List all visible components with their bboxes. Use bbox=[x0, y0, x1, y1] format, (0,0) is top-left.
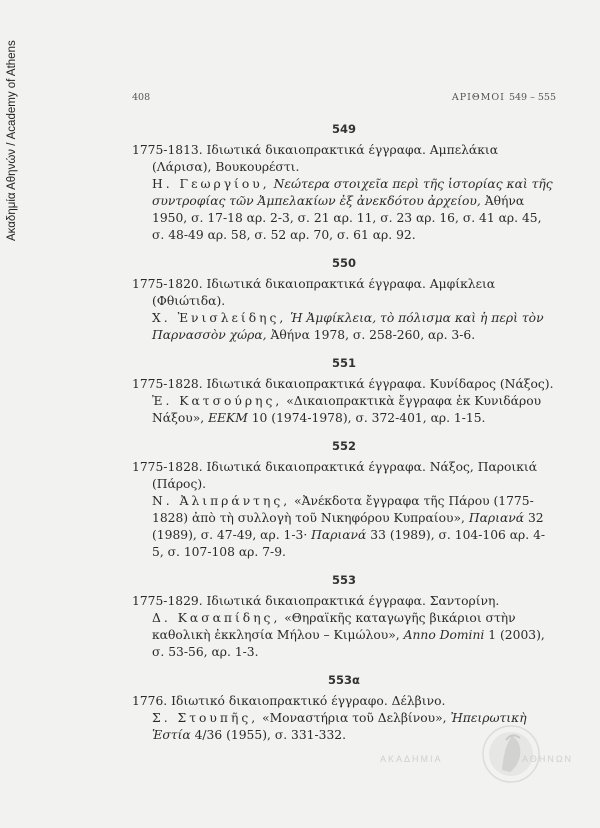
watermark-right-text: ΑΘΗΝΩΝ bbox=[522, 754, 574, 764]
author: Ἐ. Κατσούρης, bbox=[152, 394, 283, 408]
citation-details-2: 33 (1989), σ. 104-106 αρ. 4-5, σ. 107-108 αρ. 7-9. bbox=[152, 528, 546, 559]
citation-details: 1 (2003), σ. 53-56, αρ. 1-3. bbox=[152, 628, 545, 659]
author: Δ. Κασαπίδης, bbox=[152, 611, 281, 625]
author: Ν. Ἀλιπράντης, bbox=[152, 494, 291, 508]
work-title: Ἡ Ἀμφίκλεια, τὸ πόλισμα καὶ ἡ περὶ τὸν Παρνασσὸν χώρα, bbox=[152, 311, 544, 342]
article-title: «Ἀνέκδοτα ἔγγραφα τῆς Πάρου (1775-1828) ἀπὸ τὴ συλλογὴ τοῦ Νικηφόρου Κυπραίου», bbox=[152, 494, 534, 525]
entry-549 bbox=[132, 122, 556, 244]
journal-title: ΕΕΚΜ bbox=[208, 411, 248, 425]
citation-details: 32 (1989), σ. 47-49, αρ. 1-3· bbox=[152, 511, 544, 542]
article-title: «Μοναστήρια τοῦ Δελβίνου», bbox=[262, 711, 447, 725]
number-range: 549 – 555 bbox=[508, 92, 556, 103]
entry-description: 1776. Ιδιωτικό δικαιοπρακτικό έγγραφο. Δέλβινο. bbox=[132, 694, 446, 708]
work-title: Νεώτερα στοιχεῖα περὶ τῆς ἱστορίας καὶ τῆς συντροφίας τῶν Ἀμπελακίων ἐξ ἀνεκδότου ἀρχείου, bbox=[152, 177, 553, 208]
entry-description: 1775-1820. Ιδιωτικά δικαιοπρακτικά έγγραφα. Αμφίκλεια (Φθιώτιδα). bbox=[132, 277, 496, 308]
entry-number: 553 bbox=[331, 573, 356, 587]
entry-number: 549 bbox=[331, 122, 356, 136]
journal-title-2: Παριανά bbox=[311, 528, 367, 542]
side-label: Ακαδημία Αθηνών / Academy of Athens bbox=[6, 40, 18, 241]
author: Χ. Ἐνισλείδης, bbox=[152, 311, 287, 325]
journal-title: Παριανά bbox=[468, 511, 525, 525]
article-title: «Θηραϊκῆς καταγωγῆς βικάριοι στὴν καθολικὴ ἐκκλησία Μήλου – Κιμώλου», bbox=[152, 611, 516, 642]
author: Σ. Στουπῆς, bbox=[152, 711, 259, 725]
entry-550 bbox=[132, 256, 556, 344]
entry-description: 1775-1829. Ιδιωτικά δικαιοπρακτικά έγγραφα. Σαντορίνη. bbox=[132, 594, 500, 608]
entry-number: 553α bbox=[328, 673, 360, 687]
entry-552 bbox=[132, 439, 556, 561]
page-number: 408 bbox=[132, 92, 151, 103]
entry-reference bbox=[132, 176, 556, 244]
entries-list bbox=[132, 122, 556, 756]
citation-details: 4/36 (1955), σ. 331-332. bbox=[194, 728, 347, 742]
entry-551 bbox=[132, 356, 556, 427]
journal-title: Anno Domini bbox=[403, 628, 485, 642]
entry-553 bbox=[132, 573, 556, 661]
watermark-left-text: ΑΚΑΔΗΜΙΑ bbox=[380, 754, 443, 764]
entry-number: 551 bbox=[331, 356, 356, 370]
entry-reference bbox=[132, 493, 556, 561]
entry-description: 1775-1828. Ιδιωτικά δικαιοπρακτικά έγγραφα. Κυνίδαρος (Νάξος). bbox=[132, 377, 554, 391]
entry-description: 1775-1828. Ιδιωτικά δικαιοπρακτικά έγγραφα. Νάξος, Παροικιά (Πάρος). bbox=[132, 460, 538, 491]
citation-details: Ἀθήνα 1950, σ. 17-18 αρ. 2-3, σ. 21 αρ. 11, σ. 23 αρ. 16, σ. 41 αρ. 45, σ. 48-49 αρ. 58, σ. 52 αρ. 70, σ. 61 αρ. 92. bbox=[152, 194, 542, 242]
page-header bbox=[132, 92, 556, 106]
citation-details: Ἀθήνα 1978, σ. 258-260, αρ. 3-6. bbox=[270, 328, 476, 342]
entry-reference bbox=[132, 310, 556, 344]
article-title: «Δικαιοπρακτικὰ ἔγγραφα ἐκ Κυνιδάρου Νάξου», bbox=[152, 394, 542, 425]
running-title-text: ΑΡΙΘΜΟΙ bbox=[451, 92, 505, 103]
entry-reference bbox=[132, 610, 556, 661]
journal-title: Ἠπειρωτικὴ Ἑστία bbox=[152, 711, 527, 742]
entry-number: 550 bbox=[331, 256, 356, 270]
running-title bbox=[452, 92, 556, 103]
entry-description: 1775-1813. Ιδιωτικά δικαιοπρακτικά έγγραφα. Αμπελάκια (Λάρισα), Βουκουρέστι. bbox=[132, 143, 499, 174]
entry-number: 552 bbox=[331, 439, 356, 453]
author: Η. Γεωργίου, bbox=[152, 177, 270, 191]
entry-reference bbox=[132, 393, 556, 427]
citation-details: 10 (1974-1978), σ. 372-401, αρ. 1-15. bbox=[251, 411, 486, 425]
